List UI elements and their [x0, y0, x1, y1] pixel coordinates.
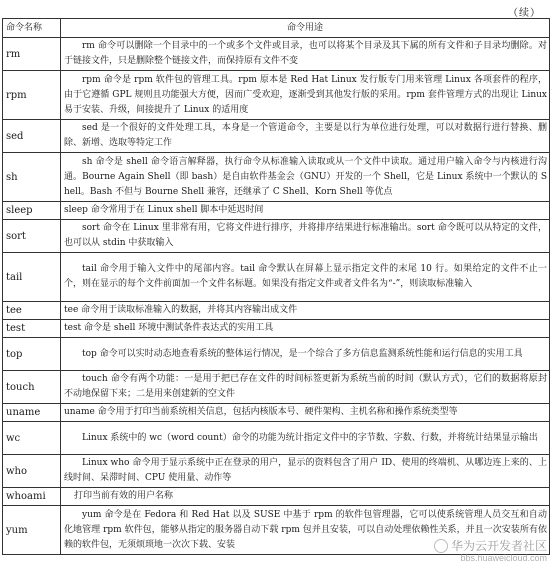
- command-name: who: [3, 455, 61, 488]
- table-row: [3, 38, 550, 71]
- command-description: tee 命令用于读取标准输入的数据，并将其内容输出成文件: [61, 302, 550, 320]
- command-description: test 命令是 shell 环境中测试条件表达式的实用工具: [61, 320, 550, 338]
- table-row: [3, 71, 550, 120]
- command-description: rm 命令可以删除一个目录中的一个或多个文件或目录，也可以将某个目录及其下属的所有文件和子目录均删除。对于链接文件，只是删除整个链接文件，而保持原有文件不变: [61, 38, 550, 71]
- command-name: sed: [3, 120, 61, 153]
- command-name: sleep: [3, 202, 61, 220]
- command-description: top 命令可以实时动态地查看系统的整体运行情况，是一个综合了多方信息监测系统性能和运行信息的实用工具: [61, 338, 550, 371]
- table-row: [3, 404, 550, 422]
- huawei-cloud-logo-icon: [434, 539, 448, 553]
- command-description: uname 命令用于打印当前系统相关信息，包括内核版本号、硬件架构、主机名称和操作系统类型等: [61, 404, 550, 422]
- header-command-name: 命令名称: [3, 19, 61, 38]
- command-name: tee: [3, 302, 61, 320]
- table-row: [3, 455, 550, 488]
- table-row: [3, 422, 550, 455]
- command-description: sort 命令在 Linux 里非常有用，它将文件进行排序，并将排序结果进行标准输出。sort 命令既可以从特定的文件，也可以从 stdin 中获取输入: [61, 220, 550, 253]
- command-description: tail 命令用于输入文件中的尾部内容。tail 命令默认在屏幕上显示指定文件的末尾 10 行。如果给定的文件不止一个，则在显示的每个文件前面加一个文件名标题。如果没有指定文件或者文件名为“-”，则读取标准输入: [61, 253, 550, 302]
- watermark: [434, 539, 547, 564]
- command-name: top: [3, 338, 61, 371]
- command-name: sort: [3, 220, 61, 253]
- command-name: test: [3, 320, 61, 338]
- command-description: Linux who 命令用于显示系统中正在登录的用户，显示的资料包含了用户 ID、使用的终端机、从哪边连上来的、上线时间、呆滞时间、CPU 使用量、动作等: [61, 455, 550, 488]
- header-command-purpose: 命令用途: [61, 19, 550, 38]
- command-name: rpm: [3, 71, 61, 120]
- command-description: touch 命令有两个功能：一是用于把已存在文件的时间标签更新为系统当前的时间（默认方式），它们的数据将原封不动地保留下来；二是用来创建新的空文件: [61, 371, 550, 404]
- command-name: wc: [3, 422, 61, 455]
- command-name: touch: [3, 371, 61, 404]
- command-description: rpm 命令是 rpm 软件包的管理工具。rpm 原本是 Red Hat Linux 发行版专门用来管理 Linux 各项套件的程序，由于它遵循 GPL 规则且功能强大方便，因而广受欢迎，逐渐受到其他发行版的采用。rpm 套件管理方式的出现让 Linux 易于安装、升级，间接提升了 Linux 的适用度: [61, 71, 550, 120]
- table-row: [3, 371, 550, 404]
- command-description: sed 是一个很好的文件处理工具，本身是一个管道命令，主要是以行为单位进行处理，可以对数据行进行替换、删除、新增、选取等特定工作: [61, 120, 550, 153]
- table-header-row: [3, 19, 550, 38]
- continued-label: （续）: [508, 8, 541, 19]
- command-name: yum: [3, 506, 61, 555]
- command-name: uname: [3, 404, 61, 422]
- table-row: [3, 338, 550, 371]
- command-name: sh: [3, 153, 61, 202]
- command-description: sh 命令是 shell 命令语言解释器，执行命令从标准输入读取或从一个文件中读取。通过用户输入命令与内核进行沟通。Bourne Again Shell（即 bash）是自由软件基金会（GNU）开发的一个 Shell，它是 Linux 系统中一个默认的 Shell。Bash 不但与 Bourne Shell 兼容，还继承了 C Shell、Korn Shell 等优点: [61, 153, 550, 202]
- watermark-url: bbs.huaweicloud.com: [460, 553, 547, 563]
- command-name: whoami: [3, 488, 61, 506]
- table-row: [3, 253, 550, 302]
- command-name: rm: [3, 38, 61, 71]
- table-row: [3, 153, 550, 202]
- watermark-brand: [434, 539, 547, 553]
- command-table: [2, 18, 550, 555]
- table-row: [3, 320, 550, 338]
- command-name: tail: [3, 253, 61, 302]
- command-description: Linux 系统中的 wc（word count）命令的功能为统计指定文件中的字节数、字数、行数，并将统计结果显示输出: [61, 422, 550, 455]
- table-row: [3, 120, 550, 153]
- table-row: [3, 220, 550, 253]
- command-description: yum 命令是在 Fedora 和 Red Hat 以及 SUSE 中基于 rpm 的软件包管理器，它可以使系统管理人员交互和自动化地管理 rpm 软件包，能够从指定的服务器自动下载 rpm 包并且安装，可以自动处理依赖性关系，并且一次安装所有依赖的软件包，无须烦琐地一次次下载、安装: [61, 506, 550, 555]
- command-description: sleep 命令常用于在 Linux shell 脚本中延迟时间: [61, 202, 550, 220]
- table-row: [3, 488, 550, 506]
- command-description: 打印当前有效的用户名称: [61, 488, 550, 506]
- table-row: [3, 202, 550, 220]
- table-row: [3, 302, 550, 320]
- watermark-brand-text: 华为云开发者社区: [450, 538, 547, 553]
